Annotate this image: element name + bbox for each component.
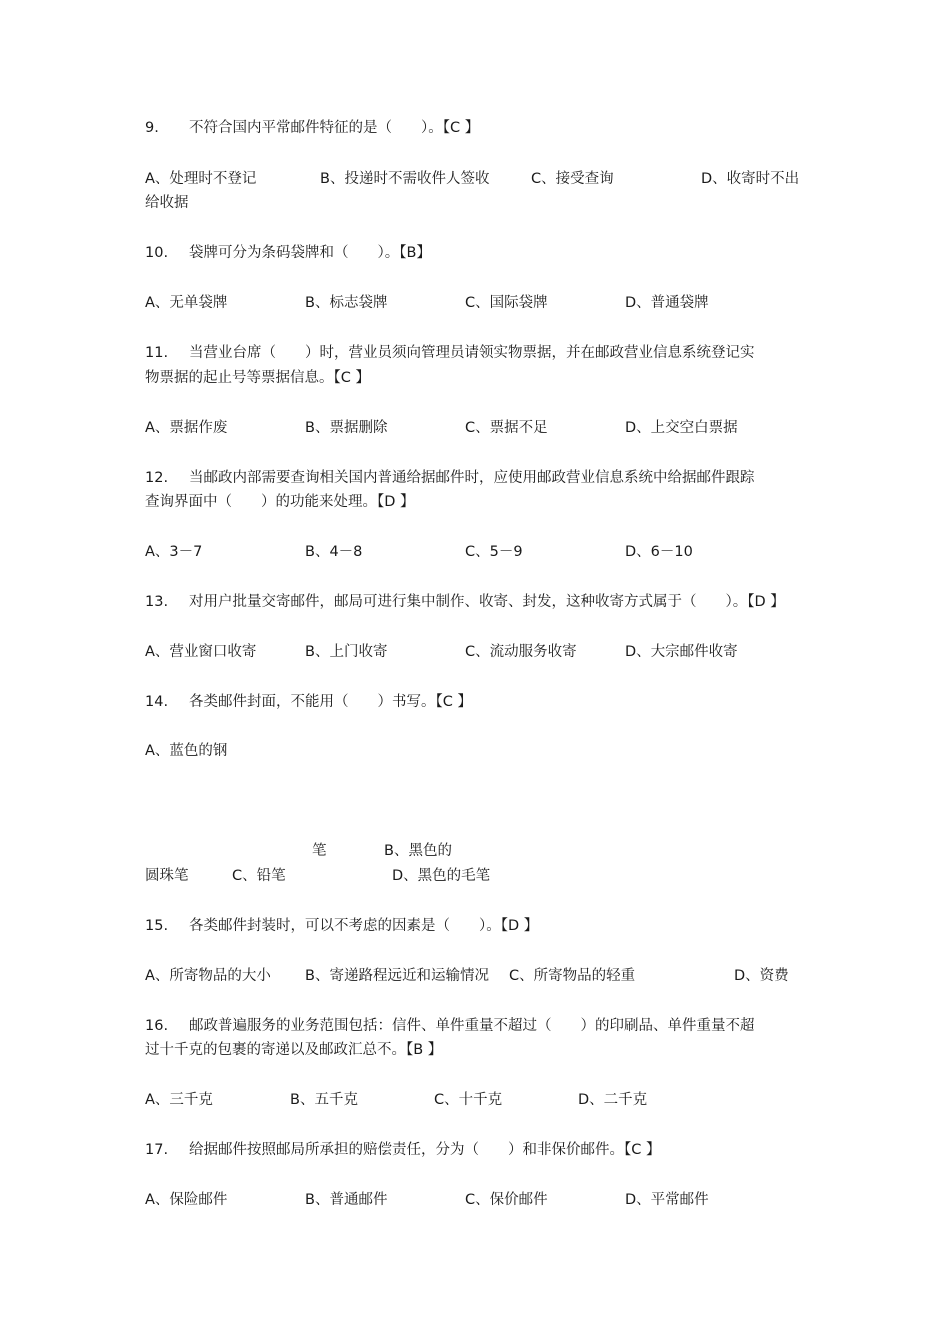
option: C、十千克	[434, 1092, 503, 1108]
question-stem-continuation: 查询界面中（ ）的功能来处理。【D 】	[145, 494, 415, 510]
option: A、票据作废	[145, 420, 228, 436]
option: B、黑色的	[384, 843, 452, 859]
question-number: 17.	[145, 1142, 169, 1158]
option: D、黑色的毛笔	[392, 868, 491, 884]
option-continuation: 笔	[312, 843, 327, 859]
option: D、收寄时不出	[701, 171, 800, 187]
option: C、5－9	[465, 544, 523, 560]
question-stem-continuation: 过十千克的包裹的寄递以及邮政汇总不。【B 】	[145, 1042, 443, 1058]
question-stem: 不符合国内平常邮件特征的是（ ）。【C 】	[189, 120, 480, 136]
question-number: 15.	[145, 918, 169, 934]
question-stem-continuation: 物票据的起止号等票据信息。【C 】	[145, 370, 370, 386]
option: A、无单袋牌	[145, 295, 228, 311]
option: A、蓝色的钢	[145, 743, 228, 759]
question-number: 12.	[145, 470, 169, 486]
option: D、6－10	[625, 544, 693, 560]
option: C、接受查询	[531, 171, 614, 187]
option: B、上门收寄	[305, 644, 388, 660]
option: D、平常邮件	[625, 1192, 709, 1208]
question-number: 9.	[145, 120, 159, 136]
question-number: 10.	[145, 245, 169, 261]
question-number: 13.	[145, 594, 169, 610]
option: C、保价邮件	[465, 1192, 548, 1208]
option: A、保险邮件	[145, 1192, 228, 1208]
option: B、投递时不需收件人签收	[320, 171, 490, 187]
option: B、普通邮件	[305, 1192, 388, 1208]
option: B、票据删除	[305, 420, 388, 436]
question-stem: 对用户批量交寄邮件，邮局可进行集中制作、收寄、封发，这种收寄方式属于（ ）。【D 】	[189, 594, 785, 610]
option: C、国际袋牌	[465, 295, 548, 311]
question-stem: 各类邮件封装时，可以不考虑的因素是（ ）。【D 】	[189, 918, 539, 934]
option: C、流动服务收寄	[465, 644, 577, 660]
option: A、处理时不登记	[145, 171, 257, 187]
option: C、所寄物品的轻重	[509, 968, 636, 984]
option: B、标志袋牌	[305, 295, 388, 311]
option-continuation: 给收据	[145, 195, 189, 211]
option: D、资费	[734, 968, 789, 984]
option: A、所寄物品的大小	[145, 968, 271, 984]
question-number: 11.	[145, 345, 169, 361]
option: D、上交空白票据	[625, 420, 738, 436]
option: C、铅笔	[232, 868, 286, 884]
question-number: 14.	[145, 694, 169, 710]
option: B、五千克	[290, 1092, 358, 1108]
question-number: 16.	[145, 1018, 169, 1034]
option: B、4－8	[305, 544, 363, 560]
option: D、二千克	[578, 1092, 648, 1108]
option: A、3－7	[145, 544, 203, 560]
option: C、票据不足	[465, 420, 548, 436]
option-continuation: 圆珠笔	[145, 868, 189, 884]
question-stem: 当营业台席（ ）时，营业员须向管理员请领实物票据，并在邮政营业信息系统登记实	[189, 345, 755, 361]
question-stem: 给据邮件按照邮局所承担的赔偿责任，分为（ ）和非保价邮件。【C 】	[189, 1142, 661, 1158]
question-stem: 邮政普遍服务的业务范围包括：信件、单件重量不超过（ ）的印刷品、单件重量不超	[189, 1018, 755, 1034]
question-stem: 各类邮件封面，不能用（ ）书写。【C 】	[189, 694, 472, 710]
option: D、大宗邮件收寄	[625, 644, 738, 660]
option: A、营业窗口收寄	[145, 644, 257, 660]
question-stem: 当邮政内部需要查询相关国内普通给据邮件时，应使用邮政营业信息系统中给据邮件跟踪	[189, 470, 755, 486]
option: D、普通袋牌	[625, 295, 709, 311]
option: B、寄递路程远近和运输情况	[305, 968, 489, 984]
option: A、三千克	[145, 1092, 213, 1108]
question-stem: 袋牌可分为条码袋牌和（ ）。【B】	[189, 245, 431, 261]
